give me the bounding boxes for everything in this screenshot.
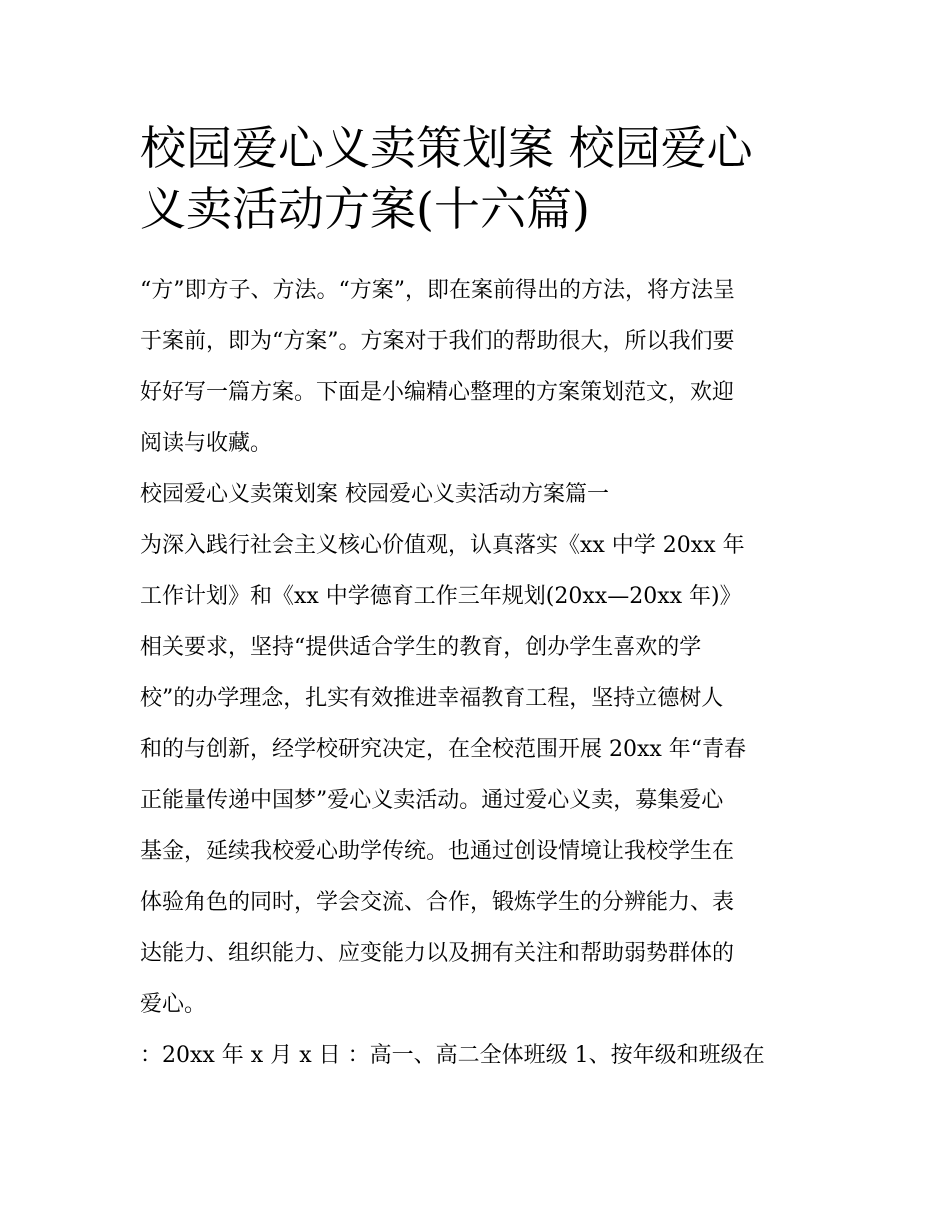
- body-line: 为深入践行社会主义核心价值观，认真落实《xx 中学 20xx 年: [140, 533, 745, 558]
- body-line: 和的与创新，经学校研究决定，在全校范围开展 20xx 年“青春: [140, 737, 747, 762]
- body-line: ：20xx 年 x 月 x 日 ：高一、高二全体班级 1、按年级和班级在: [140, 1043, 765, 1068]
- body-line: 校”的办学理念，扎实有效推进幸福教育工程，坚持立德树人: [140, 686, 724, 711]
- body-line: 相关要求，坚持“提供适合学生的教育，创办学生喜欢的学: [140, 635, 702, 660]
- body-line: 达能力、组织能力、应变能力以及拥有关注和帮助弱势群体的: [140, 941, 735, 966]
- body-line: 于案前，即为“方案”。方案对于我们的帮助很大，所以我们要: [140, 329, 735, 354]
- title-line: 校园爱心义卖策划案 校园爱心: [140, 121, 753, 175]
- body-line: 体验角色的同时，学会交流、合作，锻炼学生的分辨能力、表: [140, 890, 735, 915]
- body-line: 工作计划》和《xx 中学德育工作三年规划(20xx—20xx 年)》: [140, 584, 742, 609]
- section-heading: 校园爱心义卖策划案 校园爱心义卖活动方案篇一: [140, 482, 609, 507]
- body-line: 阅读与收藏。: [140, 431, 273, 456]
- body-line: 好好写一篇方案。下面是小编精心整理的方案策划范文，欢迎: [140, 380, 735, 405]
- body-line: 正能量传递中国梦”爱心义卖活动。通过爱心义卖，募集爱心: [140, 788, 724, 813]
- document-title: [140, 118, 820, 240]
- body-line: 爱心。: [140, 992, 207, 1017]
- body-line: 基金，延续我校爱心助学传统。也通过创设情境让我校学生在: [140, 839, 735, 864]
- title-line: 义卖活动方案(十六篇): [140, 182, 590, 236]
- body-line: “方”即方子、方法。“方案”，即在案前得出的方法，将方法呈: [140, 278, 735, 303]
